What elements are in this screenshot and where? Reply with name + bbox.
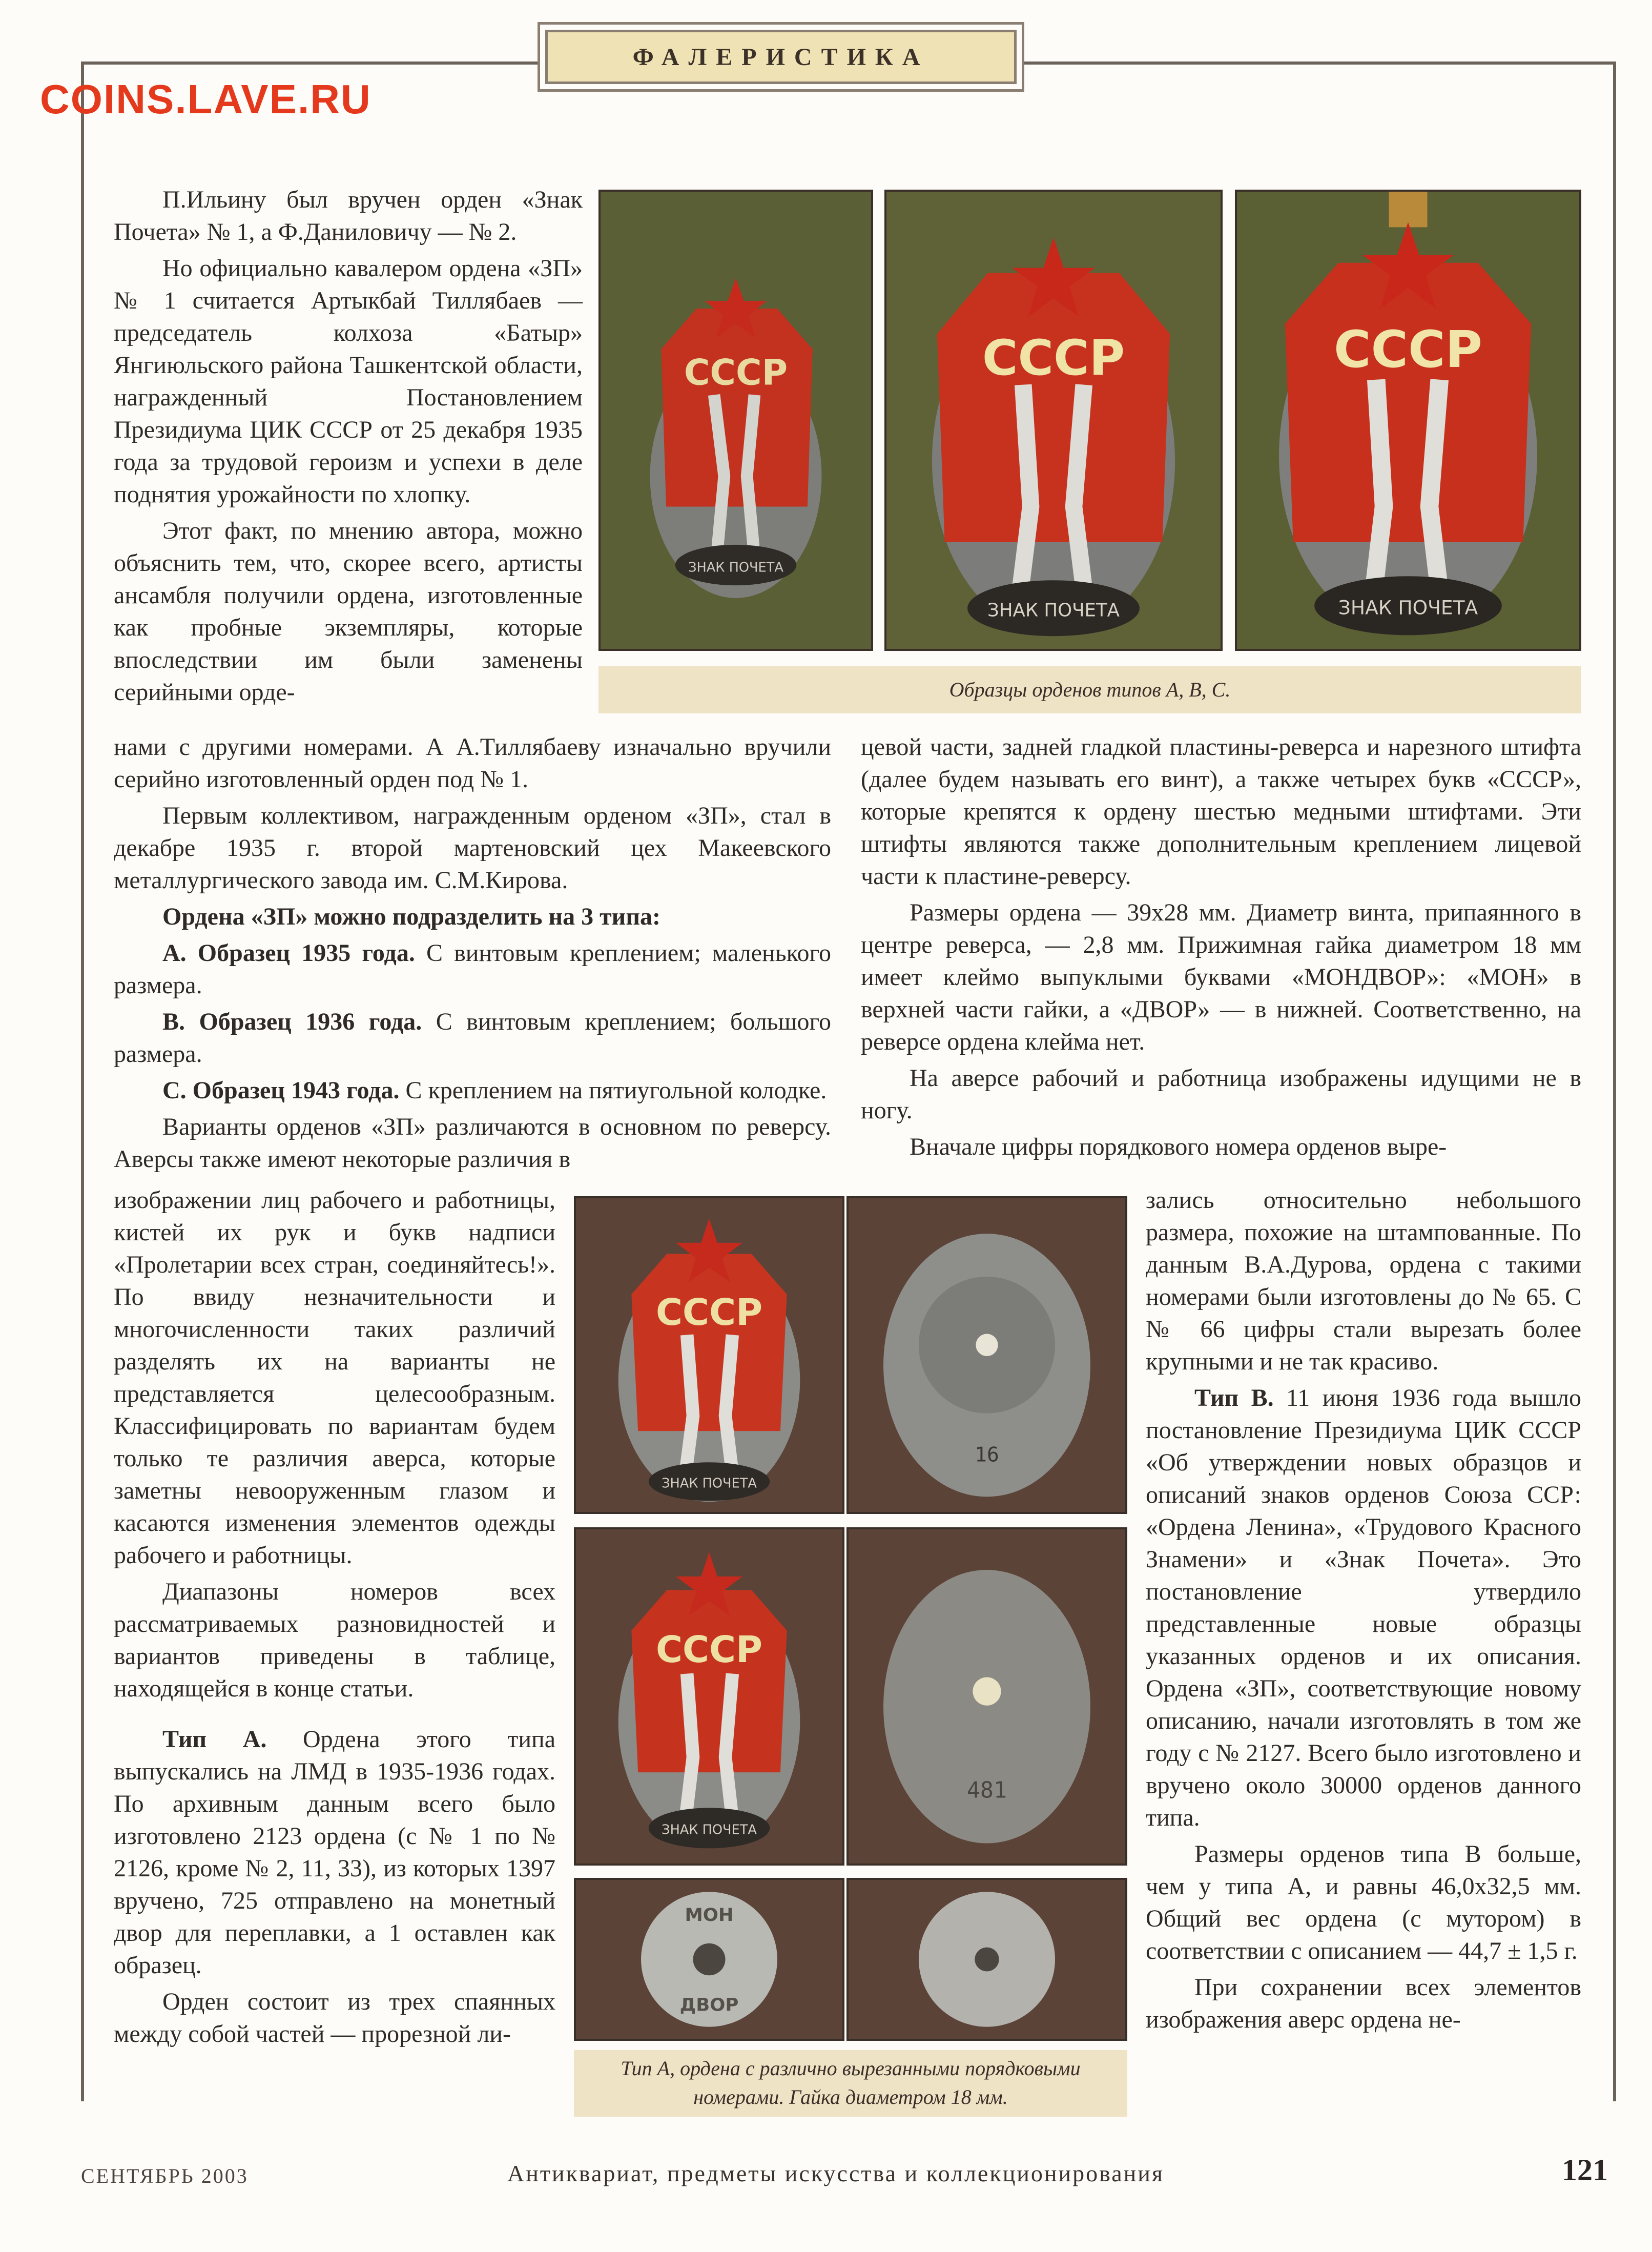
- type-c-label: С. Образец 1943 года.: [162, 1077, 400, 1104]
- order-reverse-photo-1: [846, 1196, 1127, 1514]
- left-text-column: [114, 731, 831, 1179]
- type-a-label: А. Образец 1935 года.: [162, 939, 415, 967]
- type-c-desc: С креплением на пятиугольной колодке.: [399, 1077, 827, 1104]
- cccp-lettering: СССР: [1334, 320, 1482, 379]
- serial-number: 481: [966, 1777, 1007, 1804]
- order-obverse-photo-2: [574, 1527, 844, 1866]
- cccp-lettering: СССР: [655, 1628, 763, 1671]
- paragraph: На аверсе рабочий и работница изображены идущими не в ногу.: [861, 1064, 1581, 1124]
- issue-date: СЕНТЯБРЬ 2003: [81, 2164, 249, 2187]
- nut-photo-stamped: [574, 1878, 844, 2041]
- paragraph: Размеры ордена — 39х28 мм. Диаметр винта, припаянного в центре реверса, — 2,8 мм. Прижимная гайка диаметром 18 мм имеет клеймо выпуклыми буквами «МОНДВОР»: «МОН» в верхней части гайки, а «ДВОР» — в нижней. Соответственно, на реверсе ордена клейма нет.: [861, 899, 1581, 1055]
- left-narrow-column: [114, 1184, 555, 2054]
- right-text-column: [861, 731, 1581, 1167]
- znak-pocheta-lettering: ЗНАК ПОЧЕТА: [1338, 596, 1478, 619]
- left-rule: [81, 62, 84, 2101]
- paragraph: П.Ильину был вручен орден «Знак Почета» № 1, а Ф.Даниловичу — № 2.: [114, 186, 583, 245]
- order-photo-type-c: [1235, 190, 1581, 651]
- right-narrow-column: [1146, 1184, 1581, 2040]
- type-b-desc: С винтовым креплением; большого размера.: [114, 1008, 832, 1068]
- paragraph: Первым коллективом, награжденным орденом «ЗП», стал в декабре 1935 г. второй мартеновский цех Макеевского металлургического завода им. С.М.Кирова.: [114, 802, 831, 894]
- bottom-photo-caption: Тип А, ордена с различно вырезанными порядковыми номерами. Гайка диаметром 18 мм.: [574, 2050, 1127, 2117]
- order-obverse-photo-1: [574, 1196, 844, 1514]
- znak-pocheta-lettering: ЗНАК ПОЧЕТА: [662, 1822, 757, 1838]
- cccp-lettering: СССР: [655, 1291, 763, 1334]
- type-b-body: 11 июня 1936 года вышло постановление Президиума ЦИК СССР «Об утверждении новых образцов и описаний знаков орденов Союза ССР: «Ордена Ленина», «Трудового Красного Знамени» и «Знак Почета». Это постановление утвердило представленные новые образцы указанных орденов и их описания. Ордена «ЗП», соответствующие новому описанию, начали изготовлять в том же году с № 2127. Всего было изготовлено и вручено около 30000 орденов данного типа.: [1146, 1384, 1581, 1831]
- type-b-label: В. Образец 1936 года.: [162, 1008, 422, 1035]
- paragraph: При сохранении всех элементов изображения аверс ордена не-: [1146, 1974, 1581, 2033]
- paragraph: Орден состоит из трех спаянных между собой частей — прорезной ли-: [114, 1988, 555, 2048]
- section-header: ФАЛЕРИСТИКА: [545, 30, 1017, 84]
- order-photo-type-b: [884, 190, 1223, 651]
- paragraph: цевой части, задней гладкой пластины-реверса и нарезного штифта (далее будем называть его винт), а также четырех букв «СССР», которые крепятся к ордену шестью медными штифтами. Эти штифты являются также дополнительным креплением лицевой части к пластине-реверсу.: [861, 733, 1581, 890]
- znak-pocheta-lettering: ЗНАК ПОЧЕТА: [662, 1476, 757, 1491]
- right-rule: [1613, 62, 1616, 2101]
- paragraph: нами с другими номерами. А А.Тиллябаеву изначально вручили серийно изготовленный орден под № 1.: [114, 733, 831, 793]
- magazine-title: Антиквариат, предметы искусства и коллекционирования: [507, 2160, 1165, 2186]
- paragraph: Но официально кавалером ордена «ЗП» № 1 считается Артыкбай Тиллябаев — председатель колхоза «Батыр» Янгиюльского района Ташкентской области, награжденный Постановлением Президиума ЦИК СССР от 25 декабря 1935 года за трудовой героизм и успехи в деле поднятия урожайности по хлопку.: [114, 255, 583, 508]
- paragraph: Варианты орденов «ЗП» различаются в основном по реверсу. Аверсы также имеют некоторые различия в: [114, 1113, 831, 1173]
- type-a-body: Ордена этого типа выпускались на ЛМД в 1935-1936 годах. По архивным данным всего было изготовлено 2123 ордена (с № 1 по № 2126, кроме № 2, 11, 33), из которых 1397 вручено, 725 отправлено на монетный двор для переплавки, а 1 оставлен как образец.: [114, 1726, 556, 1979]
- nut-stamp-top: МОН: [685, 1905, 734, 1926]
- paragraph: изображении лиц рабочего и работницы, кистей их рук и букв надписи «Пролетарии всех стран, соединяйтесь!». По ввиду незначительности и многочисленности таких различий разделять их на варианты не представляется целесообразным. Классифицировать по вариантам будем только те различия аверса, которые заметны невооруженным глазом и касаются изменения элементов одежды рабочего и работницы.: [114, 1186, 555, 1569]
- page-number: 121: [1562, 2153, 1608, 2187]
- paragraph: Диапазоны номеров всех рассматриваемых разновидностей и вариантов приведены в таблице, находящейся в конце статьи.: [114, 1578, 555, 1702]
- serial-number: 16: [975, 1443, 999, 1467]
- type-b-heading: Тип В.: [1194, 1384, 1274, 1411]
- types-heading: Ордена «ЗП» можно подразделить на 3 типа:: [162, 903, 660, 930]
- nut-stamp-bottom: ДВОР: [679, 1994, 739, 2016]
- type-a-desc: С винтовым креплением; маленького размера.: [114, 939, 831, 999]
- watermark: COINS.LAVE.RU: [40, 76, 371, 122]
- paragraph: зались относительно небольшого размера, похожие на штампованные. По данным В.А.Дурова, ордена с такими номерами были изготовлены до № 65. С № 66 цифры стали вырезать более крупными и не так красиво.: [1146, 1186, 1581, 1375]
- order-reverse-photo-2: [846, 1527, 1127, 1866]
- znak-pocheta-lettering: ЗНАК ПОЧЕТА: [987, 600, 1120, 621]
- paragraph: Этот факт, по мнению автора, можно объяснить тем, что, скорее всего, артисты ансамбля получили ордена, изготовленные как пробные экземпляры, которые впоследствии им были заменены серийными орде-: [114, 517, 583, 706]
- order-photo-type-a: [598, 190, 873, 651]
- top-text-column: [114, 183, 583, 712]
- top-photo-caption: Образцы орденов типов А, В, С.: [598, 666, 1581, 713]
- paragraph: Размеры орденов типа В больше, чем у типа А, и равны 46,0х32,5 мм. Общий вес ордена (с мутором) в соответствии с описанием — 44,7 ± 1,5 г.: [1146, 1840, 1581, 1964]
- znak-pocheta-lettering: ЗНАК ПОЧЕТА: [688, 560, 783, 576]
- type-a-heading: Тип А.: [162, 1726, 267, 1753]
- paragraph: Вначале цифры порядкового номера орденов выре-: [910, 1133, 1447, 1160]
- nut-photo-reverse: [846, 1878, 1127, 2041]
- cccp-lettering: СССР: [982, 330, 1125, 386]
- cccp-lettering: СССР: [684, 352, 788, 394]
